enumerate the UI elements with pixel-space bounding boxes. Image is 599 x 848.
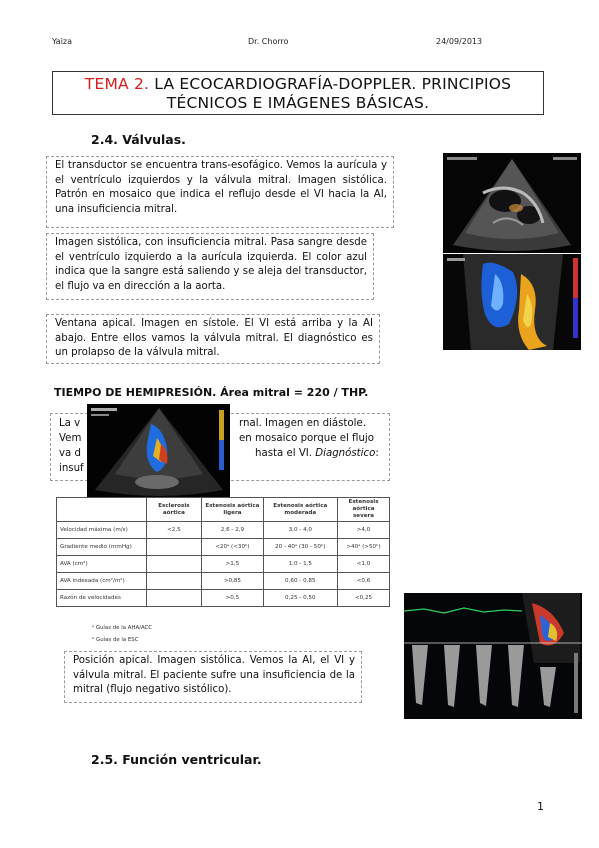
title-line1: LA ECOCARDIOGRAFÍA-DOPPLER. PRINCIPIOS — [154, 75, 512, 93]
table-cell: >40ᵃ (>50ᵇ) — [338, 539, 390, 556]
footnote-esc: ᵇ Guías de la ESC — [92, 637, 139, 643]
table-cell: AVA (cm²) — [57, 556, 147, 573]
title-line2: TÉCNICOS E IMÁGENES BÁSICAS. — [166, 94, 430, 112]
table-cell: Razón de velocidades — [57, 590, 147, 607]
page-title — [52, 71, 544, 115]
header-author: Yaiza — [52, 37, 73, 46]
table-cell: <2,5 — [146, 522, 202, 539]
echo-image-apical-diastole — [87, 404, 230, 497]
table-header-cell: Esclerosis aórtica — [146, 498, 202, 522]
table-cell — [146, 573, 202, 590]
footnote-aha: ᵃ Guías de la AHA/ACC — [92, 625, 153, 631]
table-cell: Velocidad máxima (m/s) — [57, 522, 147, 539]
table-cell: 0,60 - 0,85 — [263, 573, 337, 590]
table-cell: 1,0 - 1,5 — [263, 556, 337, 573]
table-cell — [146, 590, 202, 607]
table-header-cell: Estenosis aórtica ligera — [202, 498, 263, 522]
table-cell: 2,6 - 2,9 — [202, 522, 263, 539]
page-number: 1 — [537, 800, 544, 813]
table-cell: >0,85 — [202, 573, 263, 590]
table-header-cell: Estenosis aórtica moderada — [263, 498, 337, 522]
table-cell: 20 - 40ᵃ (30 - 50ᵇ) — [263, 539, 337, 556]
p4-line4-start: insuf — [59, 463, 84, 474]
p4-line2-start: Vem — [59, 433, 82, 444]
table-cell: AVA indexada (cm²/m²) — [57, 573, 147, 590]
paragraph-insuficiencia-mitral: Imagen sistólica, con insuficiencia mitral. Pasa sangre desde el ventrículo izquierdo a la aurícula izquierda. El color azul indica que la sangre está saliendo y se aleja del transductor, el flujo va en dirección a la aorta. — [46, 233, 374, 300]
table-cell — [146, 539, 202, 556]
p4-line3-start: va d — [59, 448, 81, 459]
table-row — [57, 539, 390, 556]
table-cell: <0,25 — [338, 590, 390, 607]
table-cell: 0,25 - 0,50 — [263, 590, 337, 607]
header-date: 24/09/2013 — [436, 37, 483, 46]
p4-line1-start: La v — [59, 418, 81, 429]
hemipresion-heading: TIEMPO DE HEMIPRESIÓN. Área mitral = 220 / THP. — [54, 386, 369, 399]
p4-diagnostico: Diagnóstico — [315, 448, 376, 459]
table-cell: >4,0 — [338, 522, 390, 539]
section-valvulas-heading: 2.4. Válvulas. — [91, 132, 186, 147]
table-row — [57, 590, 390, 607]
table-cell: <0,6 — [338, 573, 390, 590]
paragraph-diastole: La v rnal. Imagen en diástole. Vem en mosaico porque el flujo va d hasta el VI. Diagnóstico: insuf — [50, 413, 390, 481]
table-cell: Gradiente medio (mmHg) — [57, 539, 147, 556]
echo-image-transesophageal — [443, 153, 581, 253]
table-cell — [146, 556, 202, 573]
table-header-cell — [57, 498, 147, 522]
table-cell: 3,0 - 4,0 — [263, 522, 337, 539]
table-row — [57, 556, 390, 573]
p4-line2-end: en mosaico porque el flujo — [239, 433, 374, 444]
aortic-stenosis-table — [56, 497, 390, 607]
title-tema: TEMA 2. — [84, 75, 150, 93]
paragraph-ventana-apical: Ventana apical. Imagen en sístole. El VI está arriba y la AI abajo. Entre ellos vamos la válvula mitral. El diagnóstico es un prolapso de la válvula mitral. — [46, 314, 380, 364]
table-cell: >1,5 — [202, 556, 263, 573]
table-header-row — [57, 498, 390, 522]
echo-image-color-doppler — [443, 254, 581, 350]
table-cell: <20ᵃ (<30ᵇ) — [202, 539, 263, 556]
header-professor: Dr. Chorro — [248, 37, 289, 46]
table-cell: >0,5 — [202, 590, 263, 607]
table-cell: <1,0 — [338, 556, 390, 573]
paragraph-transesofagico: El transductor se encuentra trans-esofágico. Vemos la aurícula y el ventrículo izquierdos y la válvula mitral. Imagen sistólica. Patrón en mosaico que indica el reflujo desde el VI hacia la AI, una insuficiencia mitral. — [46, 156, 394, 228]
echo-image-spectral-doppler — [404, 593, 582, 719]
table-row — [57, 573, 390, 590]
p4-line3-end: hasta el VI. — [255, 448, 313, 459]
paragraph-posicion-apical: Posición apical. Imagen sistólica. Vemos la AI, el VI y válvula mitral. El paciente sufre una insuficiencia de la mitral (flujo negativo sistólico). — [64, 651, 362, 703]
table-row — [57, 522, 390, 539]
table-header-cell: Estenosis aórtica severa — [338, 498, 390, 522]
section-funcion-ventricular-heading: 2.5. Función ventricular. — [91, 752, 262, 767]
p4-line1-end: rnal. Imagen en diástole. — [239, 418, 366, 429]
